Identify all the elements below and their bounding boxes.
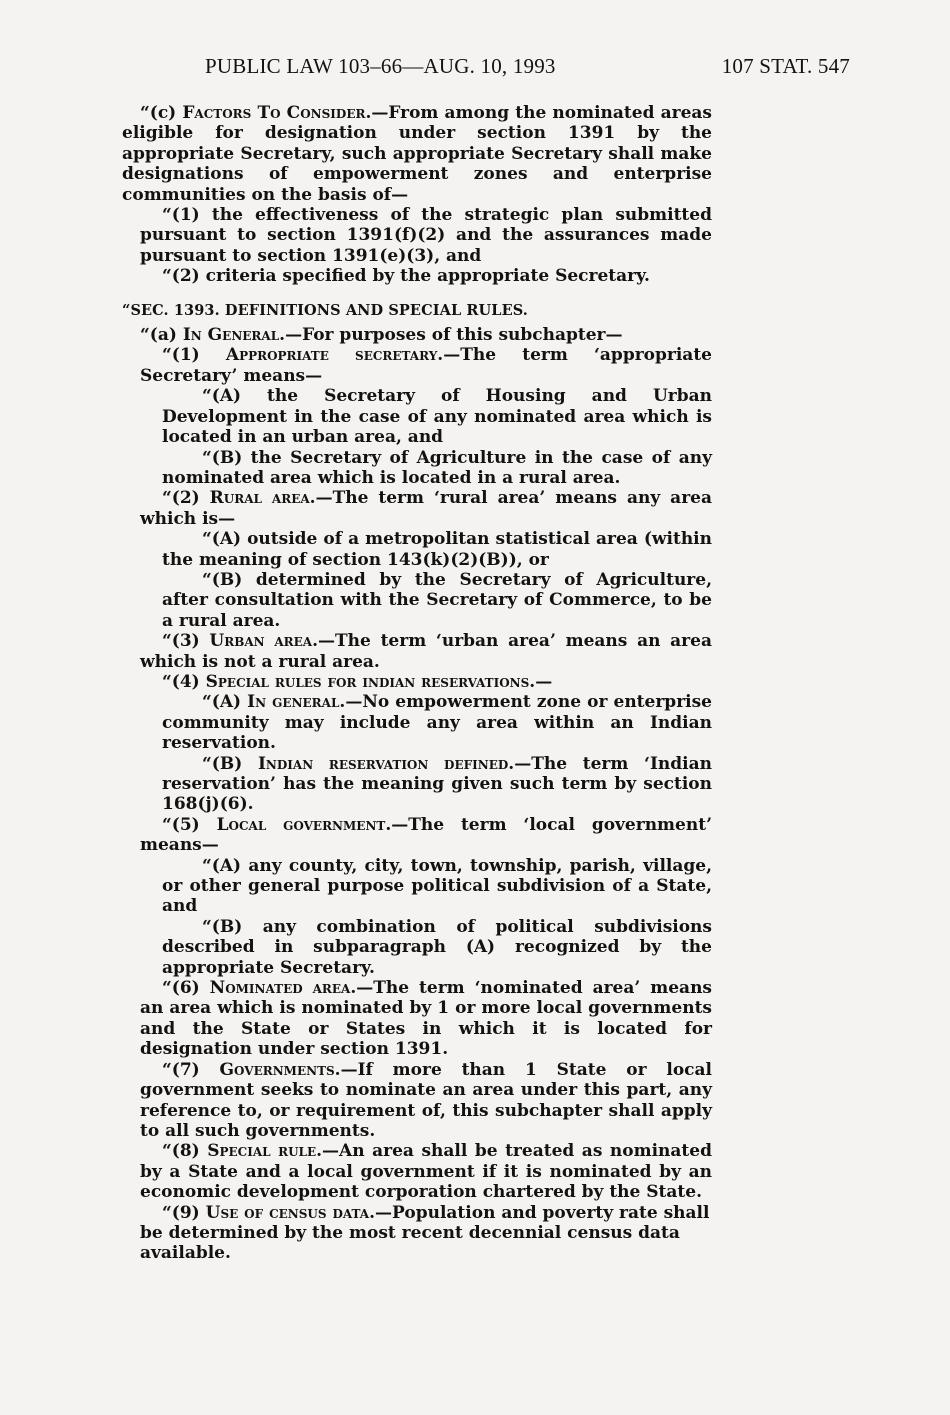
paragraph: [140, 672, 712, 692]
document-body: [122, 103, 712, 1264]
paragraph: [140, 815, 712, 856]
paragraph: “(B) any combination of political subdivisions described in subparagraph (A) recognized by the appropriate Secretary.: [162, 916, 712, 978]
paragraph-lead: “(6): [162, 978, 210, 999]
paragraph-heading: Urban area: [209, 631, 313, 652]
paragraph-heading: Nominated area: [209, 978, 351, 999]
header-title: PUBLIC LAW 103–66—AUG. 10, 1993: [205, 54, 556, 78]
paragraph-text: .—The term ‘nominated area’ means an area which is nominated by 1 or more local governments and the State or States in which it is located for designation under section 1391.: [140, 978, 713, 1060]
paragraph-heading: Use of census data: [205, 1202, 370, 1223]
paragraph: [140, 631, 712, 672]
paragraph: [122, 103, 712, 205]
page-header: [120, 54, 850, 84]
paragraph-lead: “(9): [162, 1202, 206, 1223]
paragraph-lead: “(5): [162, 814, 217, 835]
paragraph-lead: “(7): [162, 1059, 220, 1080]
paragraph-text: .—For purposes of this subchapter—: [279, 325, 623, 346]
paragraph-heading: Rural area: [209, 488, 310, 509]
paragraph-text: .—No empowerment zone or enterprise community may include any area within an Indian reservation.: [162, 692, 712, 754]
subsection-heading: Factors To Consider: [182, 103, 366, 123]
paragraph-text: .—The term ‘appropriate Secretary’ means—: [140, 345, 712, 386]
paragraph: “(A) the Secretary of Housing and Urban Development in the case of any nominated area which is located in an urban area, and: [162, 386, 712, 448]
paragraph-lead: “(8): [162, 1141, 208, 1162]
paragraph-lead: “(3): [162, 631, 210, 652]
paragraph-heading: In general: [247, 692, 340, 713]
paragraph-lead: “(A): [202, 692, 248, 713]
paragraph-heading: Appropriate secretary: [225, 345, 438, 366]
paragraph: [140, 1203, 712, 1264]
paragraph-lead: “(1): [162, 345, 226, 366]
header-page-number: 107 STAT. 547: [721, 54, 850, 78]
paragraph-text: .—The term ‘rural area’ means any area which is—: [140, 488, 712, 529]
paragraph-lead: “(4): [162, 671, 206, 692]
paragraph: “(A) any county, city, town, township, parish, village, or other general purpose political subdivision of a State, and: [162, 855, 712, 917]
paragraph-lead: “(a): [140, 325, 183, 346]
paragraph-text: .—From among the nominated areas eligible for designation under section 1391 by the appropriate Secretary, such appropriate Secretary shall make designations of empowerment zones and enterprise communities on the basis of—: [122, 103, 712, 205]
paragraph: [162, 754, 712, 815]
paragraph-text: .—Population and poverty rate shall be determined by the most recent decennial census data available.: [140, 1202, 710, 1264]
paragraph: “(2) criteria specified by the appropriate Secretary.: [162, 266, 650, 287]
paragraph-heading: Local government: [216, 814, 386, 835]
paragraph: [140, 978, 712, 1060]
paragraph: [140, 488, 712, 529]
paragraph-text: .—The term ‘urban area’ means an area which is not a rural area.: [140, 631, 712, 672]
paragraph: [140, 1060, 712, 1142]
section-heading: “SEC. 1393. DEFINITIONS AND SPECIAL RULES.: [122, 301, 528, 319]
paragraph-lead: “(2): [162, 488, 210, 509]
paragraph-text: .—The term ‘local government’ means—: [140, 814, 712, 856]
paragraph: [162, 692, 712, 753]
paragraph-heading: Special rule: [207, 1141, 317, 1162]
paragraph-text: .—If more than 1 State or local government seeks to nominate an area under this part, any reference to, or requirement of, this subchapter shall apply to all such governments.: [140, 1059, 712, 1141]
paragraph: “(A) outside of a metropolitan statistical area (within the meaning of section 143(k)(2)(B)), or: [162, 529, 712, 570]
paragraph: “(1) the effectiveness of the strategic plan submitted pursuant to section 1391(f)(2) and the assurances made pursuant to section 1391(e)(3), and: [140, 205, 712, 266]
paragraph: “(B) determined by the Secretary of Agriculture, after consultation with the Secretary of Commerce, to be a rural area.: [162, 569, 712, 631]
paragraph-text: .—An area shall be treated as nominated by a State and a local government if it is nominated by an economic development corporation chartered by the State.: [140, 1141, 712, 1203]
subsection-heading: In General: [182, 325, 280, 346]
paragraph-lead: “(c): [140, 103, 183, 123]
paragraph-heading: Indian reservation defined: [257, 753, 509, 774]
paragraph: [140, 1141, 712, 1202]
paragraph-heading: Governments: [219, 1059, 335, 1080]
paragraph: [122, 325, 712, 345]
paragraph-heading: Special rules for indian reservations.—: [205, 671, 553, 692]
paragraph: “(B) the Secretary of Agriculture in the case of any nominated area which is located in a rural area.: [162, 447, 712, 488]
paragraph-text: .—The term ‘Indian reservation’ has the meaning given such term by section 168(j)(6).: [162, 753, 713, 815]
paragraph: [140, 345, 712, 386]
paragraph-lead: “(B): [202, 753, 258, 774]
